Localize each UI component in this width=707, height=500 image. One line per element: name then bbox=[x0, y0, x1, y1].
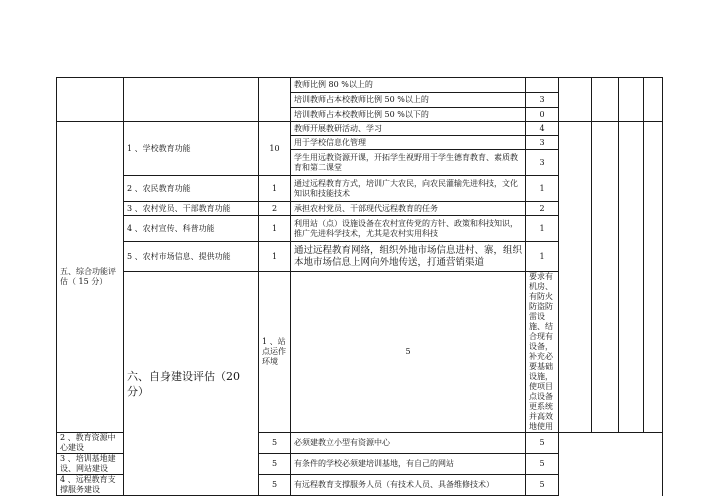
criteria-text: 教师开展教研活动、学习 bbox=[291, 122, 526, 136]
criteria-text: 通过远程教育方式，培训广大农民，向农民灌输先进科技，文化知识和技能技术 bbox=[291, 176, 526, 202]
criteria-text: 有条件的学校必须建培训基地，有自己的网站 bbox=[291, 454, 526, 475]
criteria-text: 教师比例 80 %以上的 bbox=[291, 78, 526, 93]
item-label: 3 、农村党员、干部教育功能 bbox=[124, 202, 259, 216]
item-label: 1 、学校教育功能 bbox=[124, 122, 259, 176]
item-score: 10 bbox=[259, 122, 291, 176]
points-value: 2 bbox=[526, 202, 559, 216]
criteria-text: 有远程教育支撑服务人员（有技术人员、具备维修技术） bbox=[291, 475, 526, 496]
item-score: 2 bbox=[259, 202, 291, 216]
item-label: 1 、站点运作环境 bbox=[259, 272, 291, 433]
item-score: 5 bbox=[259, 454, 291, 475]
item-score: 5 bbox=[259, 475, 291, 496]
table-row bbox=[57, 122, 663, 136]
points-value: 5 bbox=[526, 454, 559, 475]
criteria-text: 培训教师占本校教师比例 50 %以上的 bbox=[291, 93, 526, 108]
item-label: 2 、农民教育功能 bbox=[124, 176, 259, 202]
item-score: 5 bbox=[259, 433, 291, 454]
section-category: 五、综合功能评估（ 15 分） bbox=[57, 122, 124, 433]
points-value: 3 bbox=[526, 136, 559, 150]
criteria-text: 必须建教立小型有资源中心 bbox=[291, 433, 526, 454]
table-row bbox=[57, 78, 663, 93]
criteria-text: 通过远程教育网络，组织外地市场信息进村、寨，组织本地市场信息上网向外地传送，打通营销渠道 bbox=[291, 242, 526, 272]
criteria-text: 承担农村党员、干部现代远程教育的任务 bbox=[291, 202, 526, 216]
item-score: 1 bbox=[259, 216, 291, 242]
empty-score-cell bbox=[259, 78, 291, 122]
points-value: 1 bbox=[526, 176, 559, 202]
criteria-text: 利用站（点）设施设备在农村宣传党的方针、政策和科技知识，推广先进科学技术，尤其是农村实用科技 bbox=[291, 216, 526, 242]
item-score: 5 bbox=[291, 272, 526, 433]
points-value: 3 bbox=[526, 150, 559, 176]
criteria-text: 学生用远教资源开课，开拓学生视野用于学生德育教育、素质教育和第二课堂 bbox=[291, 150, 526, 176]
criteria-text: 要求有机房、有防火防盗防雷设施、结合现有设备，补充必要基础设施，使项目点设备更系统并高效地使用 bbox=[526, 272, 559, 433]
evaluation-table bbox=[56, 77, 663, 496]
item-score: 1 bbox=[259, 176, 291, 202]
item-label: 4 、远程教育支撑服务建设 bbox=[57, 475, 124, 496]
points-value: 5 bbox=[526, 433, 559, 454]
points-value: 0 bbox=[526, 108, 559, 122]
item-score: 1 bbox=[259, 242, 291, 272]
points-value bbox=[526, 78, 559, 93]
points-value: 1 bbox=[526, 242, 559, 272]
item-label: 4 、农村宣传、科普功能 bbox=[124, 216, 259, 242]
points-value: 3 bbox=[526, 93, 559, 108]
item-label: 3 、培训基地建设、网站建设 bbox=[57, 454, 124, 475]
item-label: 2 、教育资源中心建设 bbox=[57, 433, 124, 454]
empty-category-cell bbox=[57, 78, 124, 122]
empty-item-cell bbox=[124, 78, 259, 122]
points-value: 4 bbox=[526, 122, 559, 136]
criteria-text: 用于学校信息化管理 bbox=[291, 136, 526, 150]
points-value: 5 bbox=[526, 475, 559, 496]
criteria-text: 培训教师占本校教师比例 50 %以下的 bbox=[291, 108, 526, 122]
section-category: 六、自身建设评估（20 分） bbox=[124, 272, 259, 496]
item-label: 5 、农村市场信息、提供功能 bbox=[124, 242, 259, 272]
points-value: 1 bbox=[526, 216, 559, 242]
